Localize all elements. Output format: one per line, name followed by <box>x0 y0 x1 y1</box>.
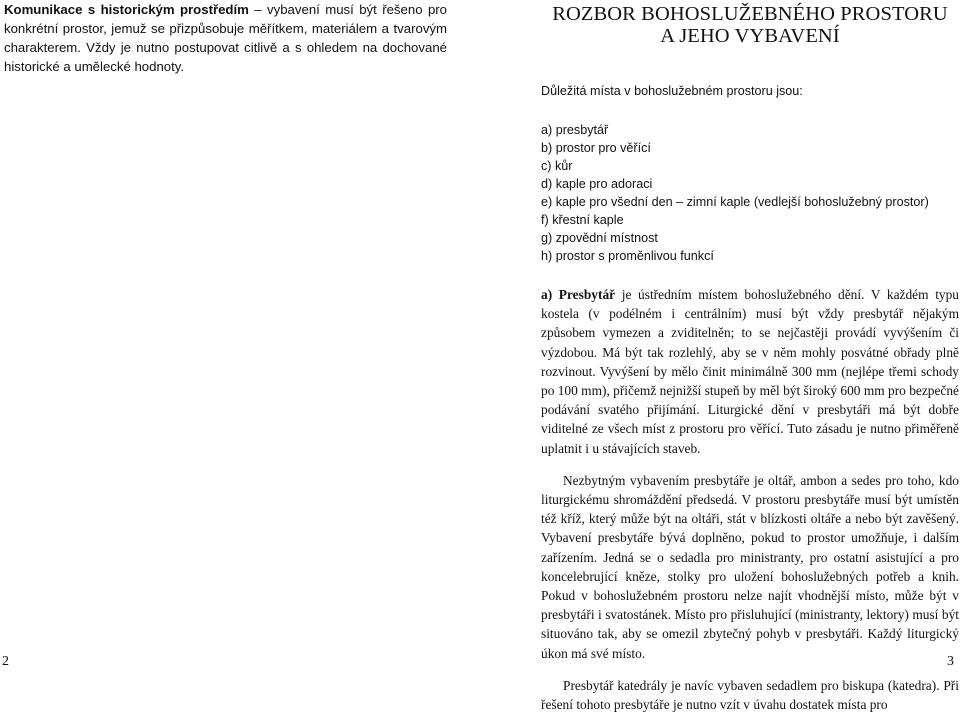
intro-text: – vybavení musí být řešeno pro konkrétní prostor, jemuž se přizpůsobuje měřítkem, materiálem a tvarovým charakterem. Vždy je nutno postupovat citlivě a s ohledem na dochované historické a umělecké hodnoty. <box>4 2 448 74</box>
paragraph-equipment: Nezbytným vybavením presbytáře je oltář, ambon a sedes pro toho, kdo liturgickému shromáždění předsedá. V prostoru presbytáře musí být umístěn též kříž, který může být na oltáři, stát v blízkosti oltáře a nebo být zavěšený. Vybavení presbytáře bývá doplněno, pokud to prostor umožňuje, i dalším zařízením. Jedná se o sedadla pro ministranty, pro ostatní asistující a pro koncelebrující kněze, stolky pro uložení bohoslužebných potřeb a knih. Pokud v bohoslužebném prostoru nelze najít vhodnější místo, může být v presbytáři i svatostánek. Místo pro přisluhující (ministranty, lektory) musí být situováno tak, aby se omezil zbytečný pohyb v presbytáři. Každý liturgický úkon má své místo. <box>541 472 959 661</box>
intro-lead: Komunikace s historickým prostředím <box>4 2 249 17</box>
paragraph-cathedral: Presbytář katedrály je navíc vybaven sedadlem pro biskupa (katedra). Při řešení tohoto presbytáře je nutno vzít v úvahu dostatek místa pro <box>541 677 959 713</box>
left-page-intro <box>4 0 447 76</box>
places-list <box>541 121 959 265</box>
title-line-2: A JEHO VYBAVENÍ <box>660 25 840 47</box>
page-number-right: 3 <box>947 654 954 669</box>
page-number-left: 2 <box>2 654 9 669</box>
places-intro: Důležitá místa v bohoslužebném prostoru jsou: <box>541 84 803 98</box>
list-item: g) zpovědní místnost <box>541 231 658 245</box>
list-item: d) kaple pro adoraci <box>541 177 653 191</box>
page-title <box>541 3 959 47</box>
list-item: c) kůr <box>541 159 573 173</box>
list-item: b) prostor pro věřící <box>541 141 651 155</box>
list-item: h) prostor s proměnlivou funkcí <box>541 249 714 263</box>
list-item: a) presbytář <box>541 123 609 137</box>
list-item: f) křestní kaple <box>541 213 624 227</box>
right-page-column <box>541 0 959 714</box>
paragraph-presbytery <box>541 285 959 458</box>
paragraph-text: je ústředním místem bohoslužebného dění. V každém typu kostela (v podélném i centrálním) musí být vždy presbytář nějakým způsobem vymezen a zviditelněn; to se nejčastěji provádí vyvýšením či výzdobou. Má být tak rozlehlý, aby se v něm mohly posvátné obřady plně rozvinout. Vyvýšení by mělo činit minimálně 300 mm (nejlépe třemi schody po 100 mm), přičemž nejnižší stupeň by měl být široký 600 mm pro bezpečné podávání svatého přijímání. Liturgické dění v presbytáři má být dobře viditelné ze všech míst z prostoru pro věřící. Tuto zásadu je nutno přiměřeně uplatnit i u stávajících staveb. <box>541 287 960 456</box>
paragraph-lead: a) Presbytář <box>541 287 616 302</box>
title-line-1: ROZBOR BOHOSLUŽEBNÉHO PROSTORU <box>552 3 948 25</box>
list-item: e) kaple pro všední den – zimní kaple (vedlejší bohoslužebný prostor) <box>541 195 929 209</box>
